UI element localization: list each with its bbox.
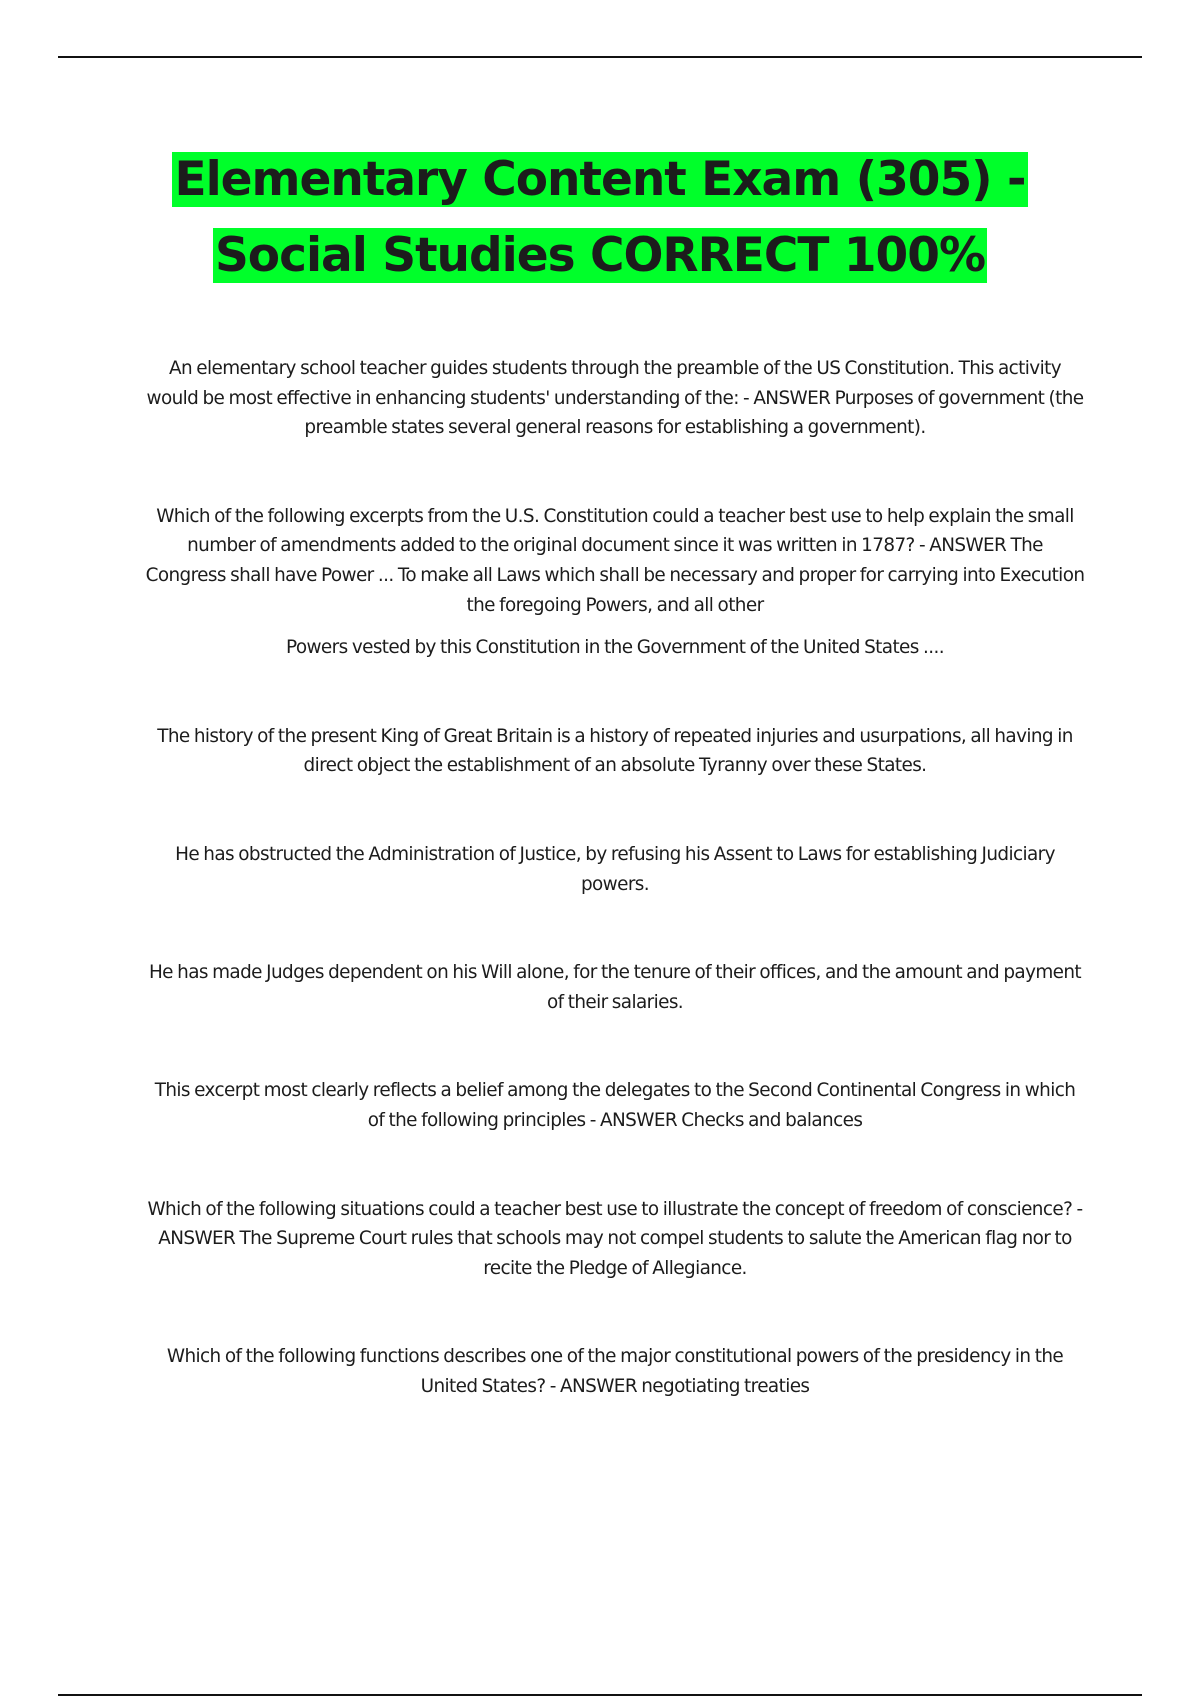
paragraph-amendments-question: Which of the following excerpts from the U.S. Constitution could a teacher best use to help explain the small number of amendments added to the original document since it was written in 1787? - ANSWER The Congress shall have Power ... To make all Laws which shall be necessary and proper for carrying into Execution the foregoing Powers, and all other [145, 505, 1085, 616]
document-body [145, 354, 1085, 1401]
document-title [100, 142, 1100, 294]
paragraph-continental-congress-question: This excerpt most clearly reflects a belief among the delegates to the Second Continental Congress in which of the following principles - ANSWER Checks and balances [154, 1080, 1076, 1131]
document-title-highlight: Elementary Content Exam (305) - Social Studies CORRECT 100% [174, 152, 1026, 283]
paragraph-judges-excerpt: He has made Judges dependent on his Will alone, for the tenure of their offices, and the amount and payment of their salaries. [148, 962, 1082, 1013]
paragraph-presidency-question: Which of the following functions describes one of the major constitutional powers of the presidency in the United States? - ANSWER negotiating treaties [166, 1346, 1064, 1397]
paragraph-justice-excerpt: He has obstructed the Administration of Justice, by refusing his Assent to Laws for establishing Judiciary powers. [175, 843, 1055, 895]
paragraph-preamble-question: An elementary school teacher guides students through the preamble of the US Constitution. This activity would be most effective in enhancing students' understanding of the: - ANSWER Purposes of government (the preamble states several general reasons for establishing a government). [146, 358, 1084, 439]
top-rule [58, 56, 1142, 58]
paragraph-amendments-continuation: Powers vested by this Constitution in the Government of the United States .... [286, 637, 944, 659]
paragraph-freedom-of-conscience-question: Which of the following situations could a teacher best use to illustrate the concept of freedom of conscience? - ANSWER The Supreme Court rules that schools may not compel students to salute the American flag nor to recite the Pledge of Allegiance. [147, 1198, 1083, 1279]
bottom-rule [58, 1694, 1142, 1696]
paragraph-king-history-excerpt: The history of the present King of Great Britain is a history of repeated injuries and usurpations, all having in direct object the establishment of an absolute Tyranny over these States. [157, 725, 1073, 777]
